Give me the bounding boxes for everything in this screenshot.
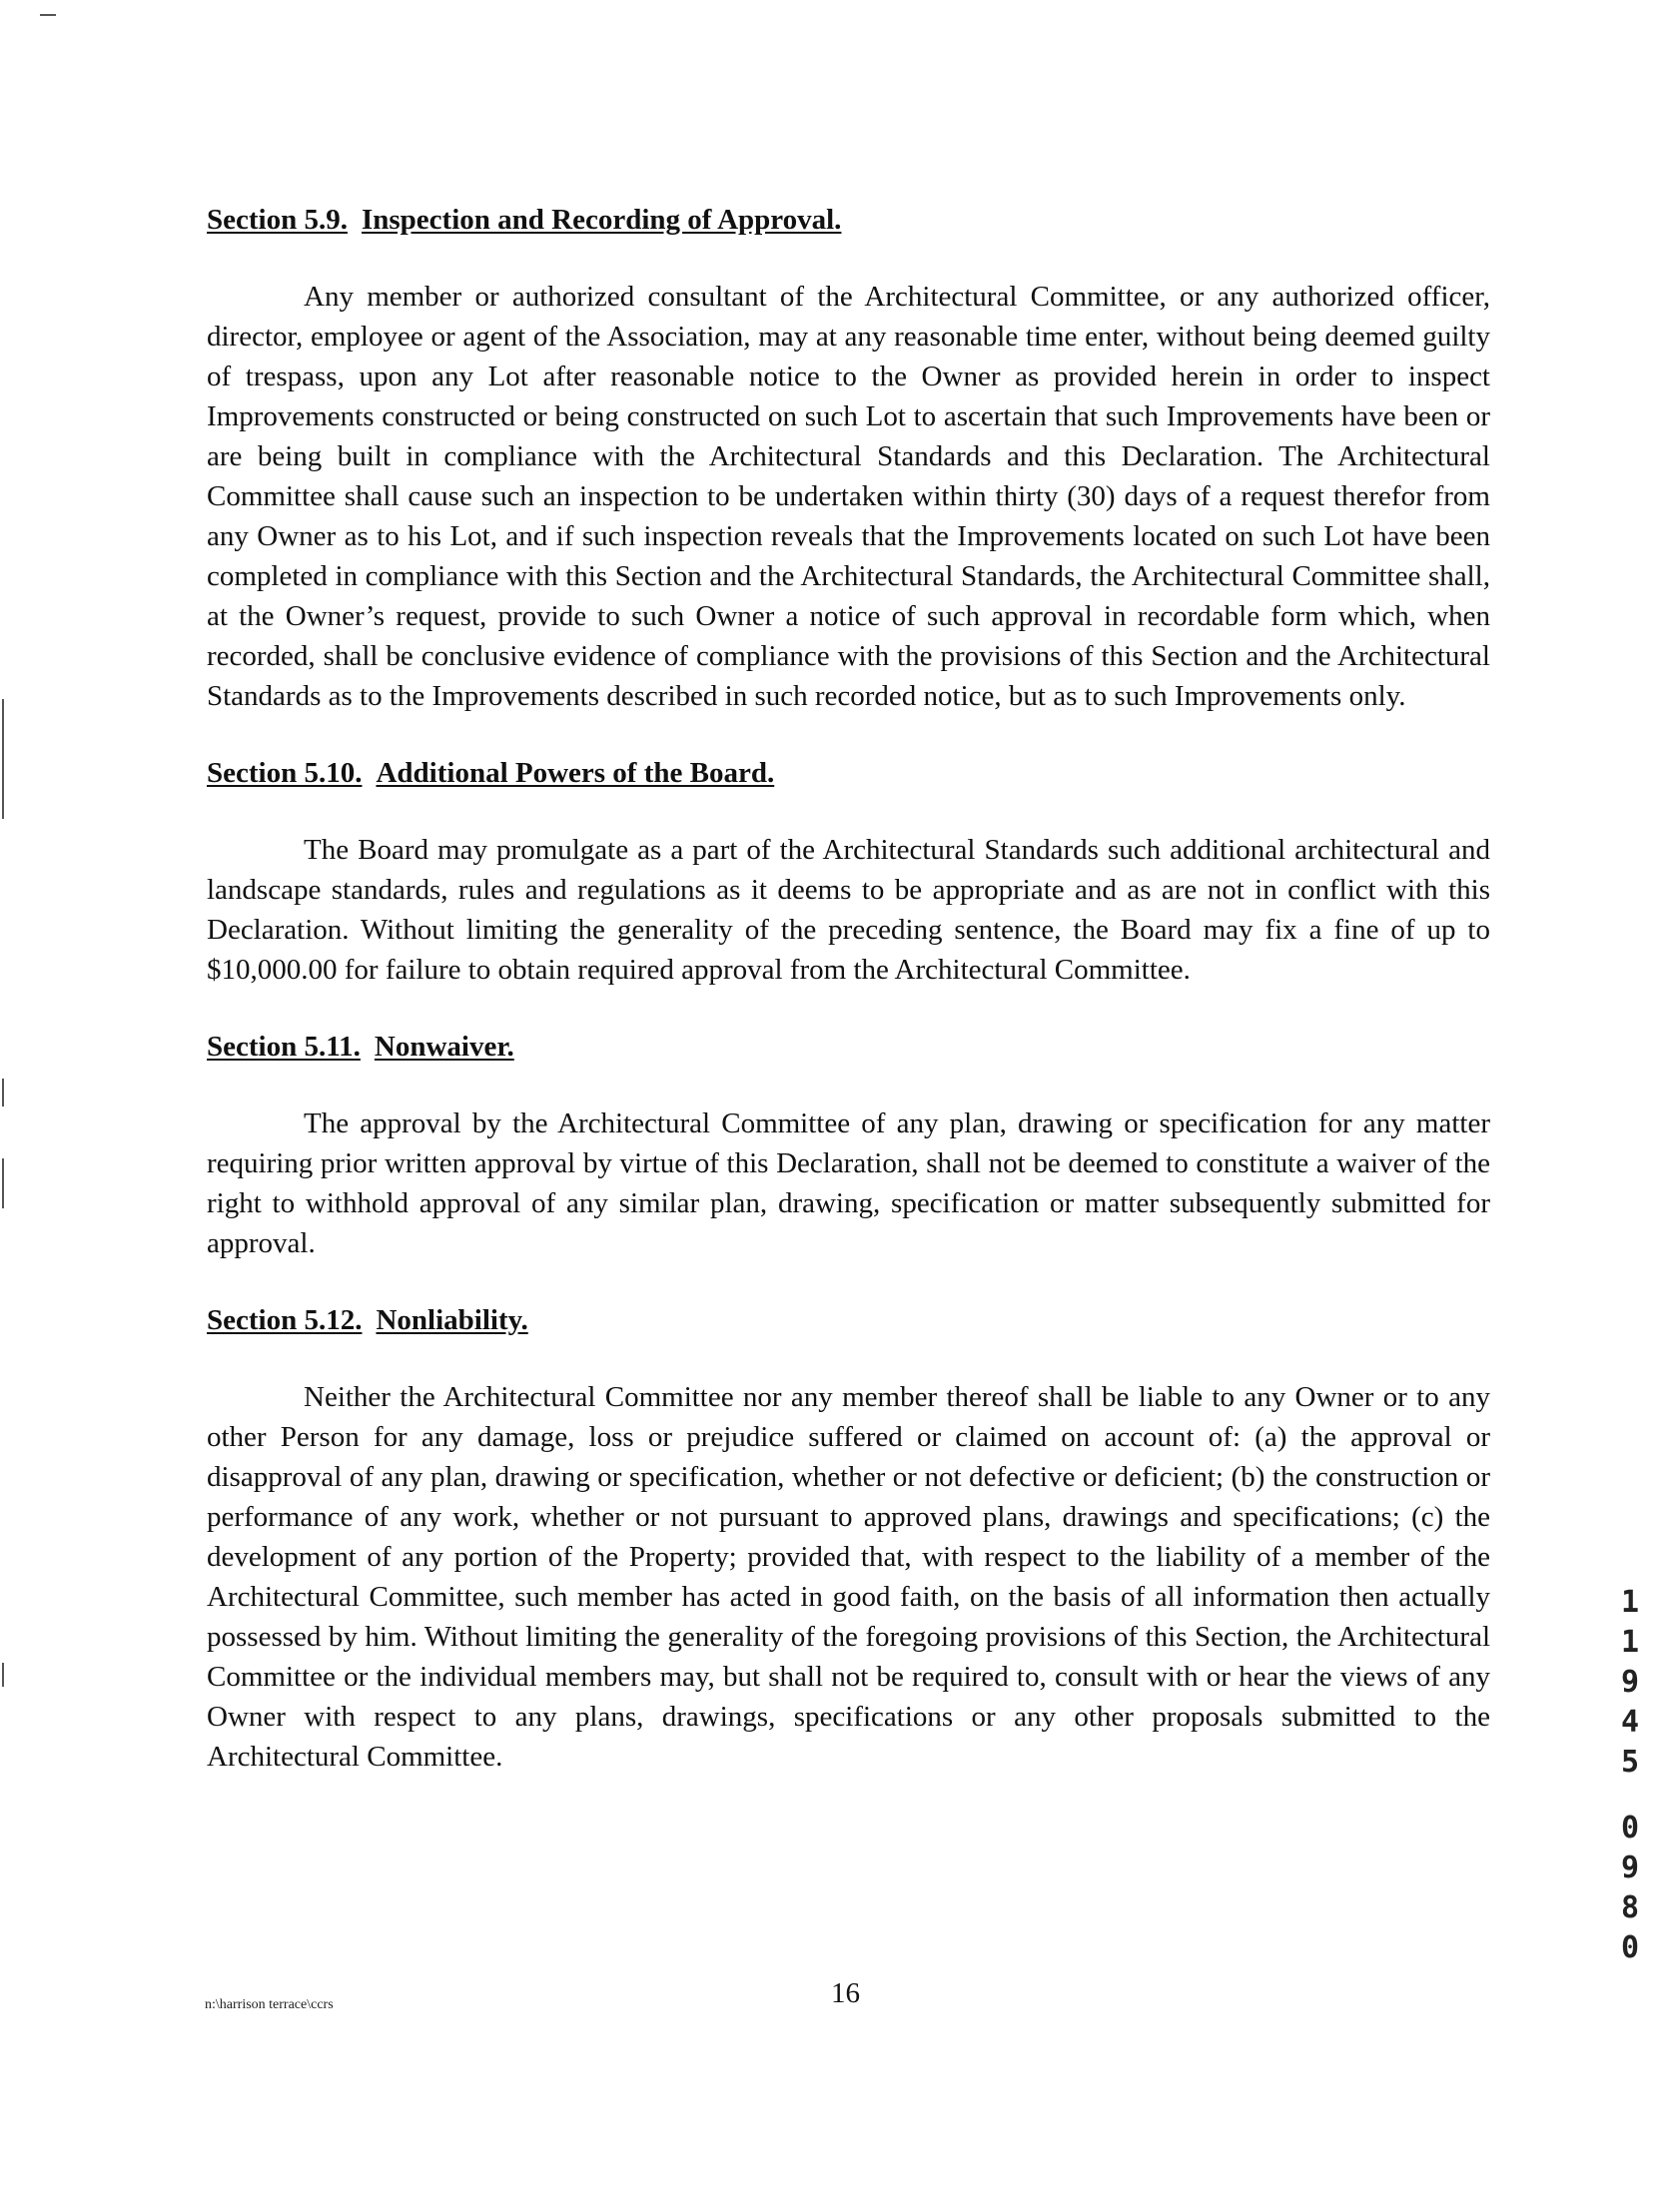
section-heading	[207, 200, 1490, 240]
section-number: Section 5.9.	[207, 204, 348, 236]
stamp-digit: 4	[1620, 1705, 1640, 1740]
scan-artifact	[2, 699, 4, 819]
section-paragraph: Neither the Architectural Committee nor any member thereof shall be liable to any Owner or to any other Person for any damage, loss or prejudice suffered or claimed on account of: (a) the approval or disapproval of any plan, drawing or specification, whether or not defective or deficient; (b) the construction or performance of any work, whether or not pursuant to approved plans, drawings and specifications; (c) the development of any portion of the Property; provided that, with respect to the liability of a member of the Architectural Committee, such member has acted in good faith, on the basis of all information then actually possessed by him. Without limiting the generality of the foregoing provisions of this Section, the Architectural Committee or the individual members may, but shall not be required to, consult with or hear the views of any Owner with respect to any plans, drawings, specifications or any other proposals submitted to the Architectural Committee.	[207, 1381, 1490, 1773]
section-title: Additional Powers of the Board.	[376, 757, 775, 789]
scan-artifact	[2, 1079, 4, 1106]
section-5-9	[207, 200, 1490, 716]
stamp-digit: 0	[1620, 1811, 1640, 1845]
page-number: 16	[831, 1977, 860, 2009]
document-body	[207, 200, 1490, 1777]
section-paragraph: The approval by the Architectural Committee of any plan, drawing or specification for any matter requiring prior written approval by virtue of this Declaration, shall not be deemed to constitute a waiver of the right to withhold approval of any similar plan, drawing, specification or matter subsequently submitted for approval.	[207, 1107, 1490, 1259]
section-5-10	[207, 753, 1490, 990]
scan-artifact	[40, 14, 56, 16]
section-title: Nonwaiver.	[374, 1031, 514, 1063]
stamp-digit: 5	[1620, 1745, 1640, 1780]
stamp-digit: 8	[1620, 1890, 1640, 1925]
stamp-digit: 9	[1620, 1665, 1640, 1700]
stamp-spacer	[1616, 1783, 1644, 1809]
section-5-11	[207, 1027, 1490, 1263]
section-heading	[207, 753, 1490, 793]
section-heading	[207, 1027, 1490, 1067]
stamp-digit: 9	[1620, 1850, 1640, 1885]
footer-file-path: n:\harrison terrace\ccrs	[205, 1997, 334, 2012]
stamp-digit: 1	[1620, 1585, 1640, 1620]
recording-stamp	[1616, 1583, 1644, 1968]
section-5-12	[207, 1300, 1490, 1777]
section-paragraph: Any member or authorized consultant of the Architectural Committee, or any authorized officer, director, employee or agent of the Association, may at any reasonable time enter, without being deemed guilty of trespass, upon any Lot after reasonable notice to the Owner as provided herein in order to inspect Improvements constructed or being constructed on such Lot to ascertain that such Improvements have been or are being built in compliance with the Architectural Standards and this Declaration. The Architectural Committee shall cause such an inspection to be undertaken within thirty (30) days of a request therefor from any Owner as to his Lot, and if such inspection reveals that the Improvements located on such Lot have been completed in compliance with this Section and the Architectural Standards, the Architectural Committee shall, at the Owner’s request, provide to such Owner a notice of such approval in recordable form which, when recorded, shall be conclusive evidence of compliance with the provisions of this Section and the Architectural Standards as to the Improvements described in such recorded notice, but as to such Improvements only.	[207, 281, 1490, 712]
section-number: Section 5.12.	[207, 1304, 363, 1336]
scan-artifact	[2, 1158, 4, 1208]
section-number: Section 5.10.	[207, 757, 363, 789]
section-title: Nonliability.	[376, 1304, 528, 1336]
section-paragraph: The Board may promulgate as a part of the Architectural Standards such additional architectural and landscape standards, rules and regulations as it deems to be appropriate and as are not in conflict with this Declaration. Without limiting the generality of the preceding sentence, the Board may fix a fine of up to $10,000.00 for failure to obtain required approval from the Architectural Committee.	[207, 834, 1490, 986]
section-heading	[207, 1300, 1490, 1340]
scan-artifact	[2, 1663, 4, 1687]
stamp-digit: 1	[1620, 1625, 1640, 1660]
section-number: Section 5.11.	[207, 1031, 361, 1063]
section-title: Inspection and Recording of Approval.	[361, 204, 842, 236]
stamp-digit: 0	[1620, 1930, 1640, 1965]
